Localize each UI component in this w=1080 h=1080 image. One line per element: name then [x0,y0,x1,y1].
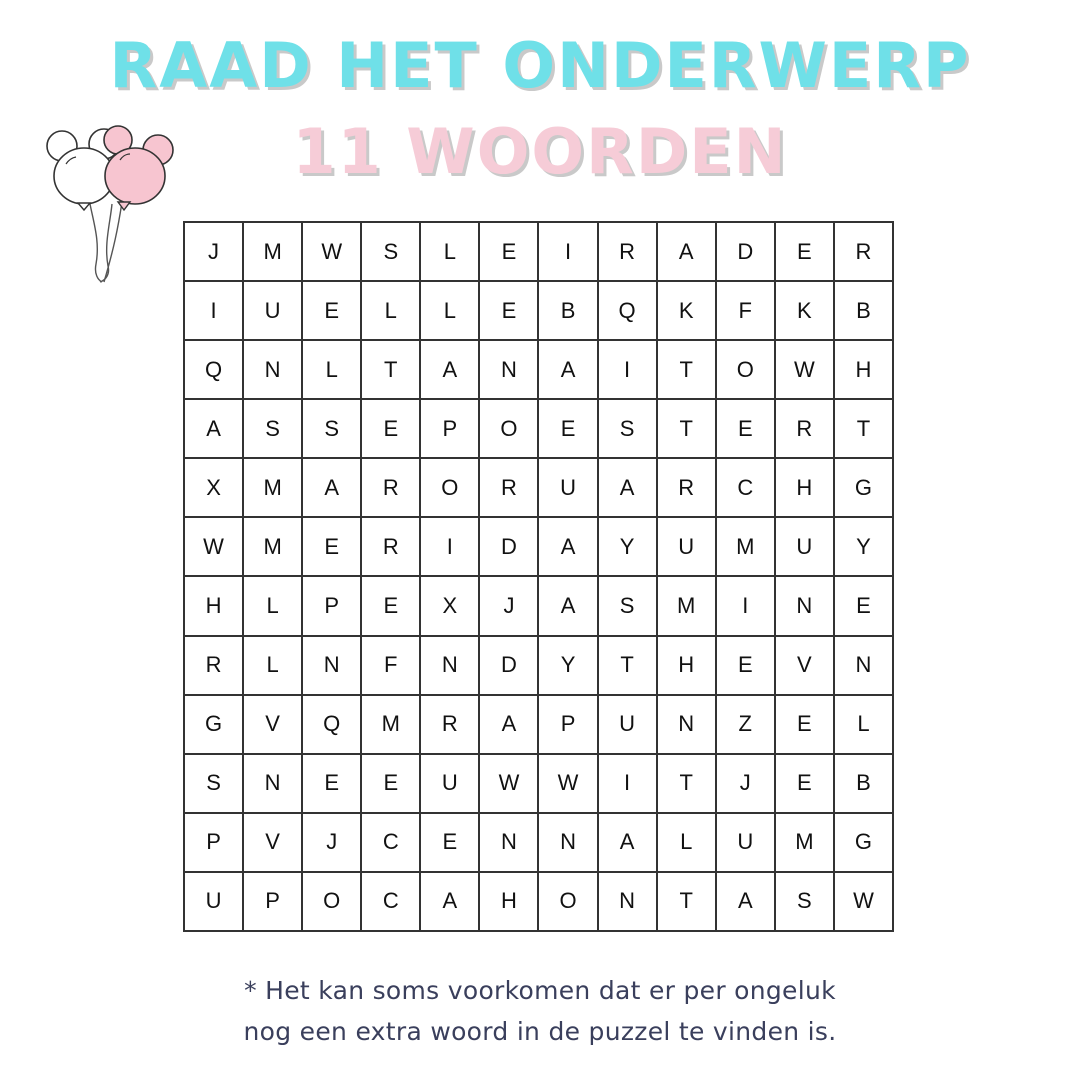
grid-cell[interactable]: W [185,518,244,577]
grid-cell[interactable]: J [185,223,244,282]
grid-cell[interactable]: U [185,873,244,932]
grid-cell[interactable]: L [303,341,362,400]
grid-cell[interactable]: P [244,873,303,932]
grid-cell[interactable]: A [185,400,244,459]
grid-cell[interactable]: E [362,755,421,814]
grid-cell[interactable]: M [244,518,303,577]
grid-cell[interactable]: P [303,577,362,636]
grid-cell[interactable]: N [835,637,894,696]
grid-cell[interactable]: R [776,400,835,459]
grid-cell[interactable]: A [539,518,598,577]
grid-cell[interactable]: I [421,518,480,577]
grid-cell[interactable]: E [776,696,835,755]
grid-cell[interactable]: G [835,814,894,873]
grid-cell[interactable]: L [362,282,421,341]
grid-cell[interactable]: J [480,577,539,636]
grid-cell[interactable]: C [717,459,776,518]
grid-cell[interactable]: B [539,282,598,341]
grid-cell[interactable]: E [303,755,362,814]
footnote [0,970,1080,1052]
grid-cell[interactable]: M [244,459,303,518]
grid-cell[interactable]: B [835,755,894,814]
grid-cell[interactable]: N [421,637,480,696]
grid-cell[interactable]: W [539,755,598,814]
grid-cell[interactable]: T [658,873,717,932]
grid-cell[interactable]: T [658,755,717,814]
grid-cell[interactable]: G [835,459,894,518]
grid-cell[interactable]: V [244,696,303,755]
grid-cell[interactable]: T [658,341,717,400]
grid-cell[interactable]: S [303,400,362,459]
grid-cell[interactable]: S [244,400,303,459]
grid-cell[interactable]: U [539,459,598,518]
grid-cell[interactable]: O [717,341,776,400]
grid-cell[interactable]: N [303,637,362,696]
grid-cell[interactable]: O [539,873,598,932]
footnote-line-2: nog een extra woord in de puzzel te vinden is. [243,1017,837,1046]
grid-cell[interactable]: E [835,577,894,636]
grid-cell[interactable]: L [658,814,717,873]
grid-cell[interactable]: E [362,577,421,636]
grid-cell[interactable]: A [539,341,598,400]
grid-cell[interactable]: J [303,814,362,873]
grid-cell[interactable]: D [480,637,539,696]
grid-cell[interactable]: Y [835,518,894,577]
grid-cell[interactable]: E [776,223,835,282]
grid-cell[interactable]: D [480,518,539,577]
grid-cell[interactable]: O [421,459,480,518]
grid-cell[interactable]: A [599,814,658,873]
grid-cell[interactable]: R [362,459,421,518]
grid-cell[interactable]: E [421,814,480,873]
grid-cell[interactable]: N [480,341,539,400]
grid-cell[interactable]: U [244,282,303,341]
grid-cell[interactable]: M [244,223,303,282]
grid-cell[interactable]: I [599,755,658,814]
grid-cell[interactable]: M [717,518,776,577]
grid-cell[interactable]: S [185,755,244,814]
grid-cell[interactable]: I [539,223,598,282]
footnote-line-1: * Het kan soms voorkomen dat er per ongeluk [244,976,836,1005]
grid-cell[interactable]: S [599,577,658,636]
grid-cell[interactable]: R [658,459,717,518]
grid-cell[interactable]: X [185,459,244,518]
grid-cell[interactable]: U [599,696,658,755]
grid-cell[interactable]: K [776,282,835,341]
grid-cell[interactable]: H [185,577,244,636]
grid-cell[interactable]: W [303,223,362,282]
grid-cell[interactable]: G [185,696,244,755]
grid-cell[interactable]: Y [599,518,658,577]
grid-cell[interactable]: U [421,755,480,814]
grid-cell[interactable]: L [244,637,303,696]
grid-cell[interactable]: E [480,282,539,341]
grid-cell[interactable]: L [421,282,480,341]
grid-cell[interactable]: E [480,223,539,282]
grid-cell[interactable]: L [421,223,480,282]
grid-cell[interactable]: N [480,814,539,873]
grid-cell[interactable]: A [421,341,480,400]
grid-cell[interactable]: N [776,577,835,636]
grid-cell[interactable]: V [244,814,303,873]
grid-cell[interactable]: H [835,341,894,400]
puzzle-title: RAAD HET ONDERWERP [109,29,971,102]
grid-cell[interactable]: A [421,873,480,932]
grid-cell[interactable]: N [658,696,717,755]
grid-cell[interactable]: C [362,814,421,873]
grid-cell[interactable]: T [362,341,421,400]
grid-cell[interactable]: F [362,637,421,696]
grid-cell[interactable]: Q [303,696,362,755]
grid-cell[interactable]: H [480,873,539,932]
grid-cell[interactable]: E [717,400,776,459]
grid-cell[interactable]: M [776,814,835,873]
grid-cell[interactable]: A [717,873,776,932]
grid-cell[interactable]: T [658,400,717,459]
grid-cell[interactable]: E [303,518,362,577]
grid-cell[interactable]: P [185,814,244,873]
grid-cell[interactable]: Z [717,696,776,755]
word-count-subtitle: 11 WOORDEN [292,115,788,188]
grid-cell[interactable]: E [776,755,835,814]
grid-cell[interactable]: W [480,755,539,814]
grid-cell[interactable]: E [303,282,362,341]
grid-cell[interactable]: R [362,518,421,577]
grid-cell[interactable]: W [835,873,894,932]
grid-cell[interactable]: R [185,637,244,696]
grid-cell[interactable]: X [421,577,480,636]
grid-cell[interactable]: P [421,400,480,459]
grid-cell[interactable]: Q [599,282,658,341]
grid-cell[interactable]: R [835,223,894,282]
grid-cell[interactable]: Y [539,637,598,696]
grid-cell[interactable]: A [480,696,539,755]
grid-cell[interactable]: B [835,282,894,341]
grid-cell[interactable]: O [303,873,362,932]
grid-cell[interactable]: D [717,223,776,282]
grid-cell[interactable]: M [362,696,421,755]
grid-cell[interactable]: R [480,459,539,518]
grid-cell[interactable]: E [717,637,776,696]
grid-cell[interactable]: N [244,755,303,814]
grid-cell[interactable]: N [539,814,598,873]
grid-cell[interactable]: U [776,518,835,577]
grid-cell[interactable]: A [599,459,658,518]
mouse-ear-balloons-icon [38,124,180,284]
grid-cell[interactable]: N [244,341,303,400]
grid-cell[interactable]: O [480,400,539,459]
grid-cell[interactable]: U [658,518,717,577]
grid-cell[interactable]: E [539,400,598,459]
grid-cell[interactable]: W [776,341,835,400]
grid-cell[interactable]: A [539,577,598,636]
grid-cell[interactable]: A [303,459,362,518]
grid-cell[interactable]: F [717,282,776,341]
grid-cell[interactable]: R [599,223,658,282]
grid-cell[interactable]: V [776,637,835,696]
grid-cell[interactable]: S [599,400,658,459]
grid-cell[interactable]: S [362,223,421,282]
grid-cell[interactable]: U [717,814,776,873]
grid-cell[interactable]: M [658,577,717,636]
grid-cell[interactable]: S [776,873,835,932]
grid-cell[interactable]: I [185,282,244,341]
grid-cell[interactable]: L [244,577,303,636]
grid-cell[interactable]: R [421,696,480,755]
grid-cell[interactable]: I [717,577,776,636]
grid-cell[interactable]: T [599,637,658,696]
grid-cell[interactable]: I [599,341,658,400]
grid-cell[interactable]: N [599,873,658,932]
grid-cell[interactable]: J [717,755,776,814]
grid-cell[interactable]: L [835,696,894,755]
grid-cell[interactable]: H [658,637,717,696]
grid-cell[interactable]: E [362,400,421,459]
grid-cell[interactable]: C [362,873,421,932]
grid-cell[interactable]: Q [185,341,244,400]
grid-cell[interactable]: T [835,400,894,459]
grid-cell[interactable]: A [658,223,717,282]
grid-cell[interactable]: K [658,282,717,341]
word-search-grid [183,221,894,932]
grid-cell[interactable]: H [776,459,835,518]
grid-cell[interactable]: P [539,696,598,755]
